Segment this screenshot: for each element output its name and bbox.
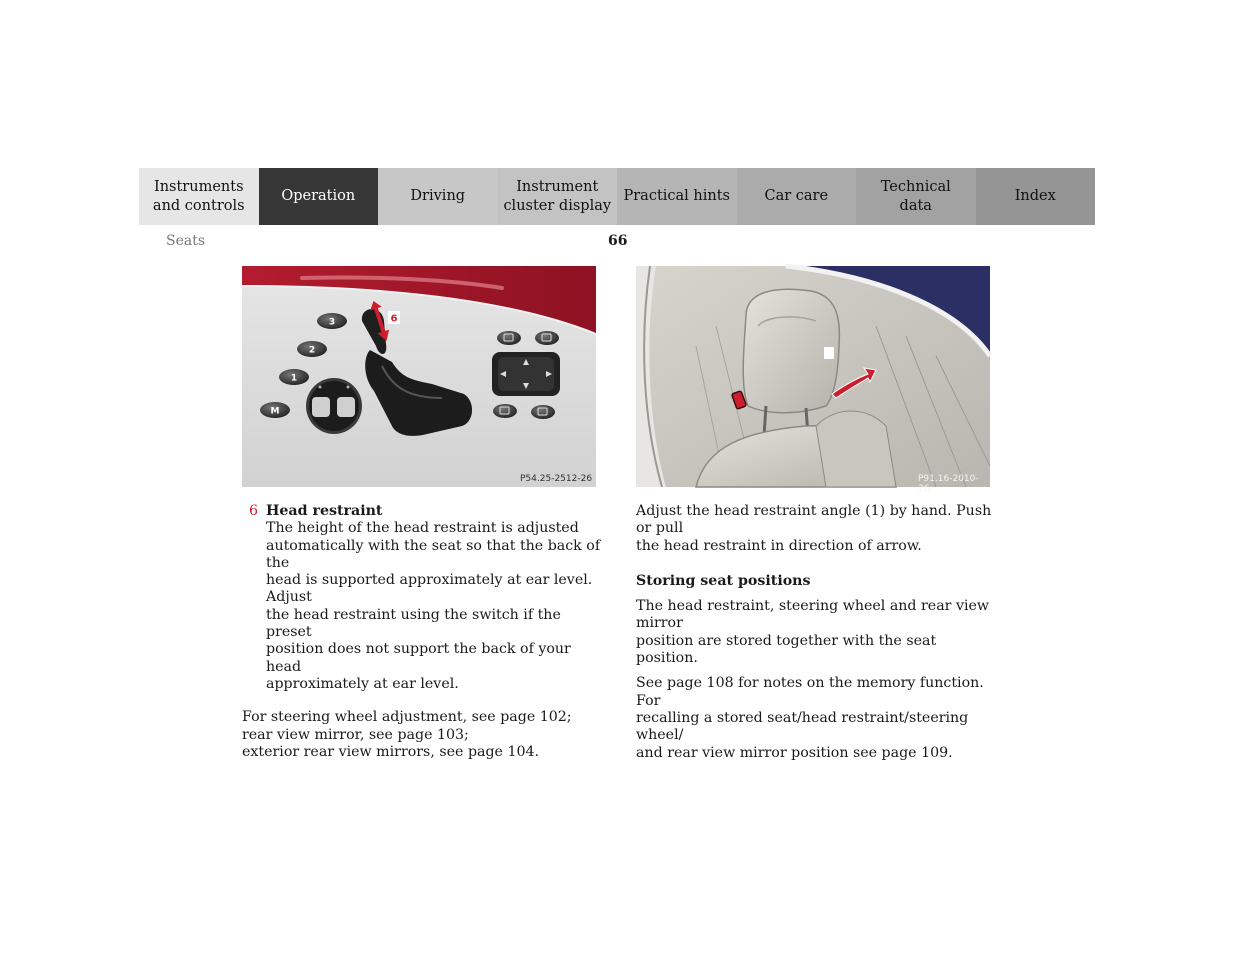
svg-text:2: 2 bbox=[308, 345, 316, 356]
seat-control-figure bbox=[242, 266, 596, 487]
callout-label-6: 6 bbox=[390, 313, 398, 325]
storing-paragraph: The head restraint, steering wheel and rear view mirror position are stored together with the seat position. bbox=[636, 598, 990, 667]
section-title: Seats bbox=[166, 233, 206, 249]
tab-operation[interactable]: Operation bbox=[259, 168, 379, 225]
intro-paragraph: Adjust the head restraint angle (1) by hand. Push or pull the head restraint in direction of arrow. bbox=[636, 503, 992, 554]
right-column bbox=[636, 503, 996, 762]
mirror-selector-left-icon bbox=[497, 331, 521, 345]
callout-marker bbox=[824, 347, 834, 359]
section-heading: Storing seat positions bbox=[636, 572, 811, 589]
left-column bbox=[242, 503, 602, 761]
memory-button-1 bbox=[279, 369, 309, 385]
memory-button-2 bbox=[297, 341, 327, 357]
figure-code: P54.25-2512-26 bbox=[520, 474, 593, 484]
page-number: 66 bbox=[608, 233, 628, 249]
tab-driving[interactable]: Driving bbox=[378, 168, 498, 225]
svg-text:1: 1 bbox=[290, 373, 298, 384]
svg-text:3: 3 bbox=[328, 317, 336, 328]
tab-index[interactable]: Index bbox=[976, 168, 1096, 225]
tab-practical-hints[interactable]: Practical hints bbox=[617, 168, 737, 225]
memory-paragraph: See page 108 for notes on the memory function. For recalling a stored seat/head restraint/steering wheel/ and rear view mirror position see page 109. bbox=[636, 675, 984, 761]
lumbar-control-icon bbox=[306, 378, 362, 434]
figure-code: P91.16-2010-26 bbox=[918, 474, 979, 494]
window-switch-right-icon bbox=[531, 405, 555, 419]
memory-button-3 bbox=[317, 313, 347, 329]
mirror-adjust-pad-icon bbox=[492, 352, 560, 396]
head-restraint-figure bbox=[636, 266, 990, 494]
seat-control-illustration bbox=[242, 266, 596, 487]
window-switch-left-icon bbox=[493, 404, 517, 418]
tab-instruments-and-controls[interactable]: Instruments and controls bbox=[139, 168, 259, 225]
head-restraint-illustration bbox=[636, 266, 990, 487]
legend-item bbox=[242, 503, 602, 693]
chapter-nav bbox=[139, 168, 1095, 225]
mirror-selector-right-icon bbox=[535, 331, 559, 345]
memory-button-m bbox=[260, 402, 290, 418]
tab-car-care[interactable]: Car care bbox=[737, 168, 857, 225]
legend-number: 6 bbox=[249, 503, 259, 519]
legend-text: The height of the head restraint is adjusted automatically with the seat so that the back of the head is supported approximately at ear level. Adjust the head restraint using the switch if the preset position does not support the back of your head approximately at ear level. bbox=[266, 520, 601, 692]
tab-instrument-cluster-display[interactable]: Instrument cluster display bbox=[498, 168, 618, 225]
cross-reference-note: For steering wheel adjustment, see page 102; rear view mirror, see page 103; exterior rear view mirrors, see page 104. bbox=[242, 709, 572, 760]
tab-technical-data[interactable]: Technical data bbox=[856, 168, 976, 225]
svg-text:M: M bbox=[270, 406, 280, 417]
legend-title: Head restraint bbox=[266, 503, 383, 519]
